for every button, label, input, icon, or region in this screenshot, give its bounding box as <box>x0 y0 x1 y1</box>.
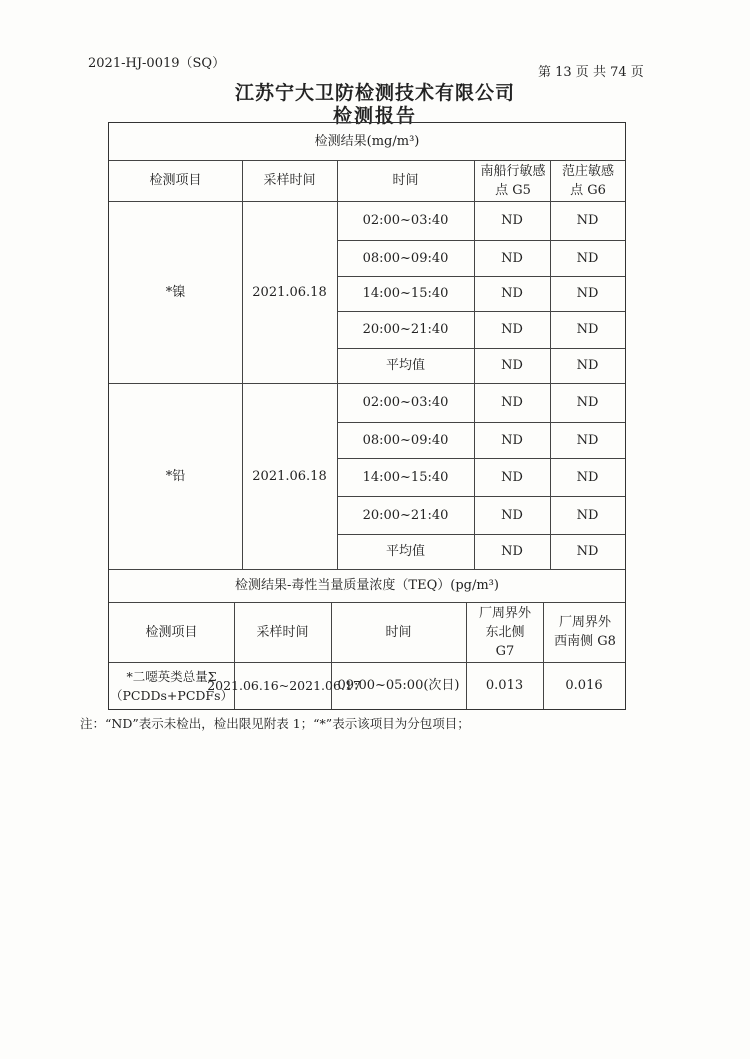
value-g5: ND <box>501 250 523 266</box>
value-g5: ND <box>501 213 523 228</box>
value-g6: ND <box>576 322 599 337</box>
value-g7: 0.013 <box>485 678 524 693</box>
time-period: 09:00~05:00(次日) <box>337 678 460 693</box>
company-name: 江苏宁大卫防检测技术有限公司 <box>234 82 515 104</box>
value-g6: ND <box>576 544 599 559</box>
value-g6: ND <box>576 286 599 301</box>
document-id: 2021-HJ-0019（SQ） <box>88 56 226 71</box>
sampling-date: 2021.06.18 <box>252 468 327 484</box>
header-time: 时间 <box>385 624 412 640</box>
header-sampling-time: 采样时间 <box>263 173 316 188</box>
value-g8: 0.016 <box>565 678 603 693</box>
value-g6: ND <box>576 432 599 448</box>
header-site-g6: 范庄敏感点 G6 <box>561 163 614 198</box>
value-g5: ND <box>501 395 523 410</box>
value-g6: ND <box>576 250 599 266</box>
average-label: 平均值 <box>385 358 425 373</box>
value-g6: ND <box>576 358 599 373</box>
value-g6: ND <box>576 395 599 410</box>
item-lead: *铅 <box>165 468 186 484</box>
section1-title: 检测结果(mg/m³) <box>314 134 420 149</box>
header-site-g5: 南船行敏感点 G5 <box>480 163 546 198</box>
section2-title: 检测结果-毒性当量质量浓度（TEQ）(pg/m³) <box>235 578 499 593</box>
value-g5: ND <box>501 286 523 301</box>
value-g5: ND <box>501 469 523 485</box>
item-dioxins: *二噁英类总量Σ（PCDDs+PCDFs） <box>110 668 233 703</box>
page-number: 第 13 页 共 74 页 <box>538 65 644 80</box>
value-g6: ND <box>576 507 599 523</box>
header-sampling-time: 采样时间 <box>256 624 309 640</box>
time-slot: 02:00~03:40 <box>362 213 449 228</box>
results-table <box>108 122 626 710</box>
average-label: 平均值 <box>385 544 425 559</box>
time-slot: 14:00~15:40 <box>362 469 449 485</box>
time-slot: 20:00~21:40 <box>362 322 449 337</box>
time-slot: 08:00~09:40 <box>362 432 449 448</box>
value-g5: ND <box>501 507 523 523</box>
value-g5: ND <box>501 432 523 448</box>
time-slot: 20:00~21:40 <box>362 507 449 523</box>
value-g5: ND <box>501 322 523 337</box>
header-time: 时间 <box>392 173 419 188</box>
footnote: 注：“ND”表示未检出，检出限见附表 1；“*”表示该项目为分包项目； <box>80 716 470 731</box>
header-site-g7: 厂周界外东北侧 G7 <box>478 605 531 659</box>
time-slot: 14:00~15:40 <box>362 286 449 301</box>
header-item: 检测项目 <box>145 624 198 640</box>
time-slot: 02:00~03:40 <box>362 395 449 410</box>
header-site-g8: 厂周界外西南侧 G8 <box>554 615 616 649</box>
header-item: 检测项目 <box>149 173 202 188</box>
value-g5: ND <box>501 544 523 559</box>
sampling-date: 2021.06.18 <box>252 284 327 300</box>
sampling-period: 2021.06.16~2021.06.17 <box>207 678 361 693</box>
item-nickel: *镍 <box>165 284 186 300</box>
report-title: 检测报告 <box>332 105 417 127</box>
value-g6: ND <box>576 213 599 228</box>
value-g6: ND <box>576 469 599 485</box>
time-slot: 08:00~09:40 <box>362 250 449 266</box>
value-g5: ND <box>501 358 523 373</box>
